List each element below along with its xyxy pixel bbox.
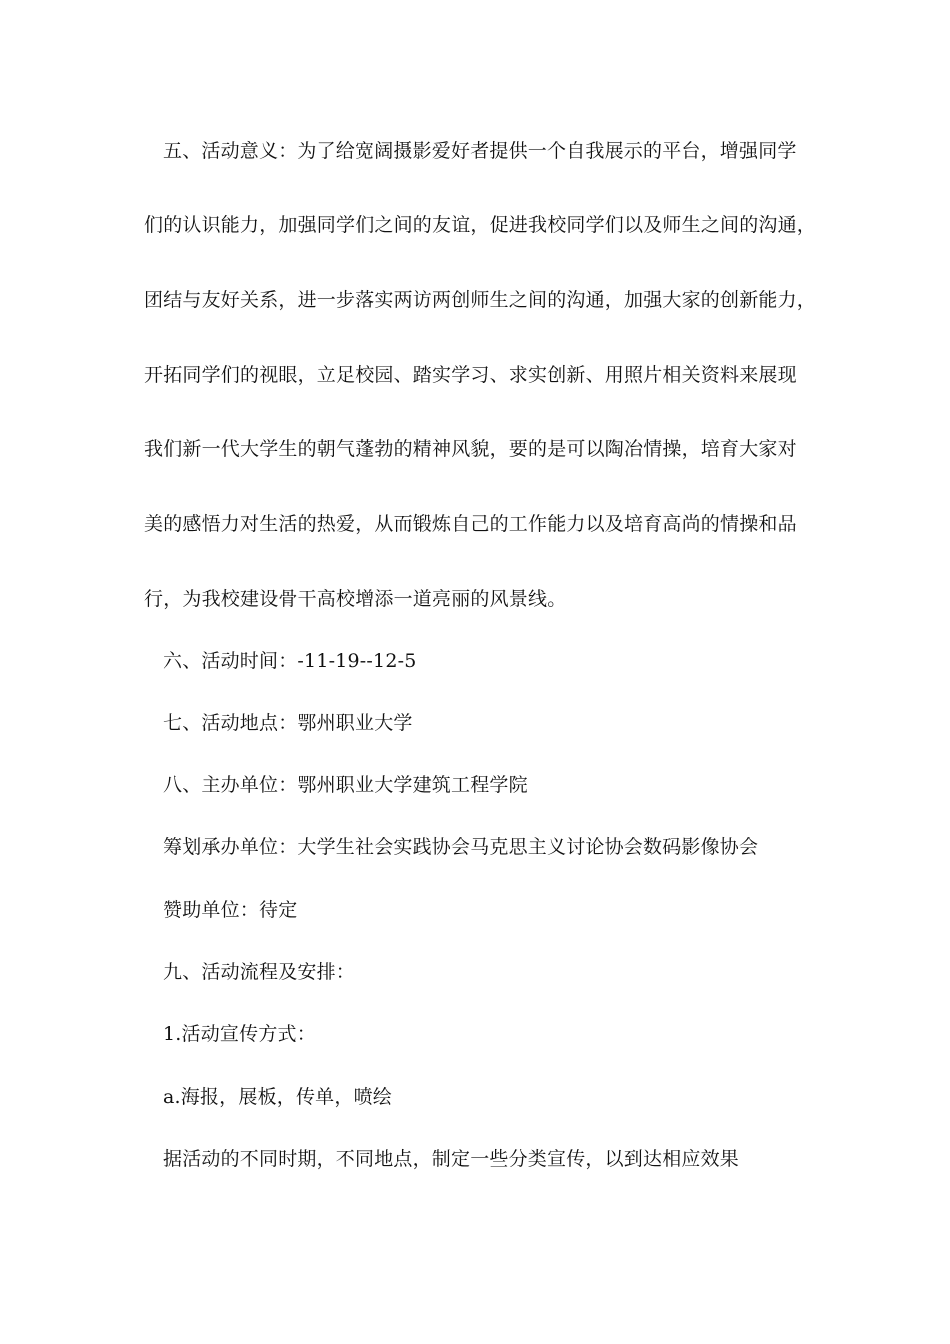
significance-line-4: 开拓同学们的视眼，立足校园、踏实学习、求实创新、用照片相关资料来展现	[144, 364, 797, 386]
promo-heading-text: 活动宣传方式：	[181, 1023, 316, 1045]
significance-line-2: 们的认识能力，加强同学们之间的友谊，促进我校同学们以及师生之间的沟通，	[144, 214, 817, 236]
significance-line-5: 我们新一代大学生的朝气蓬勃的精神风貌，要的是可以陶冶情操，培育大家对	[144, 438, 797, 460]
activity-time-value: -11-19--12-5	[297, 650, 417, 672]
organizer: 八、主办单位：鄂州职业大学建筑工程学院	[163, 774, 528, 796]
sponsor: 赞助单位：待定	[163, 899, 298, 921]
significance-line-1: 五、活动意义：为了给宽阔摄影爱好者提供一个自我展示的平台，增强同学	[163, 140, 797, 162]
significance-line-7: 行，为我校建设骨干高校增添一道亮丽的风景线。	[144, 588, 567, 610]
promo-heading-number: 1.	[163, 1023, 182, 1045]
activity-time-label: 六、活动时间：	[163, 650, 298, 672]
promo-item-a	[163, 1084, 392, 1110]
promo-item-text: 海报，展板，传单，喷绘	[180, 1086, 392, 1108]
promo-heading	[163, 1021, 316, 1047]
activity-time	[163, 648, 417, 674]
process-heading: 九、活动流程及安排：	[163, 961, 356, 983]
significance-line-3: 团结与友好关系，进一步落实两访两创师生之间的沟通，加强大家的创新能力，	[144, 289, 817, 311]
activity-location: 七、活动地点：鄂州职业大学	[163, 712, 413, 734]
promo-note: 据活动的不同时期，不同地点，制定一些分类宣传，以到达相应效果	[163, 1148, 740, 1170]
co-organizer: 筹划承办单位：大学生社会实践协会马克思主义讨论协会数码影像协会	[163, 836, 759, 858]
promo-item-letter: a.	[163, 1086, 181, 1108]
significance-line-6: 美的感悟力对生活的热爱，从而锻炼自己的工作能力以及培育高尚的情操和品	[144, 513, 797, 535]
